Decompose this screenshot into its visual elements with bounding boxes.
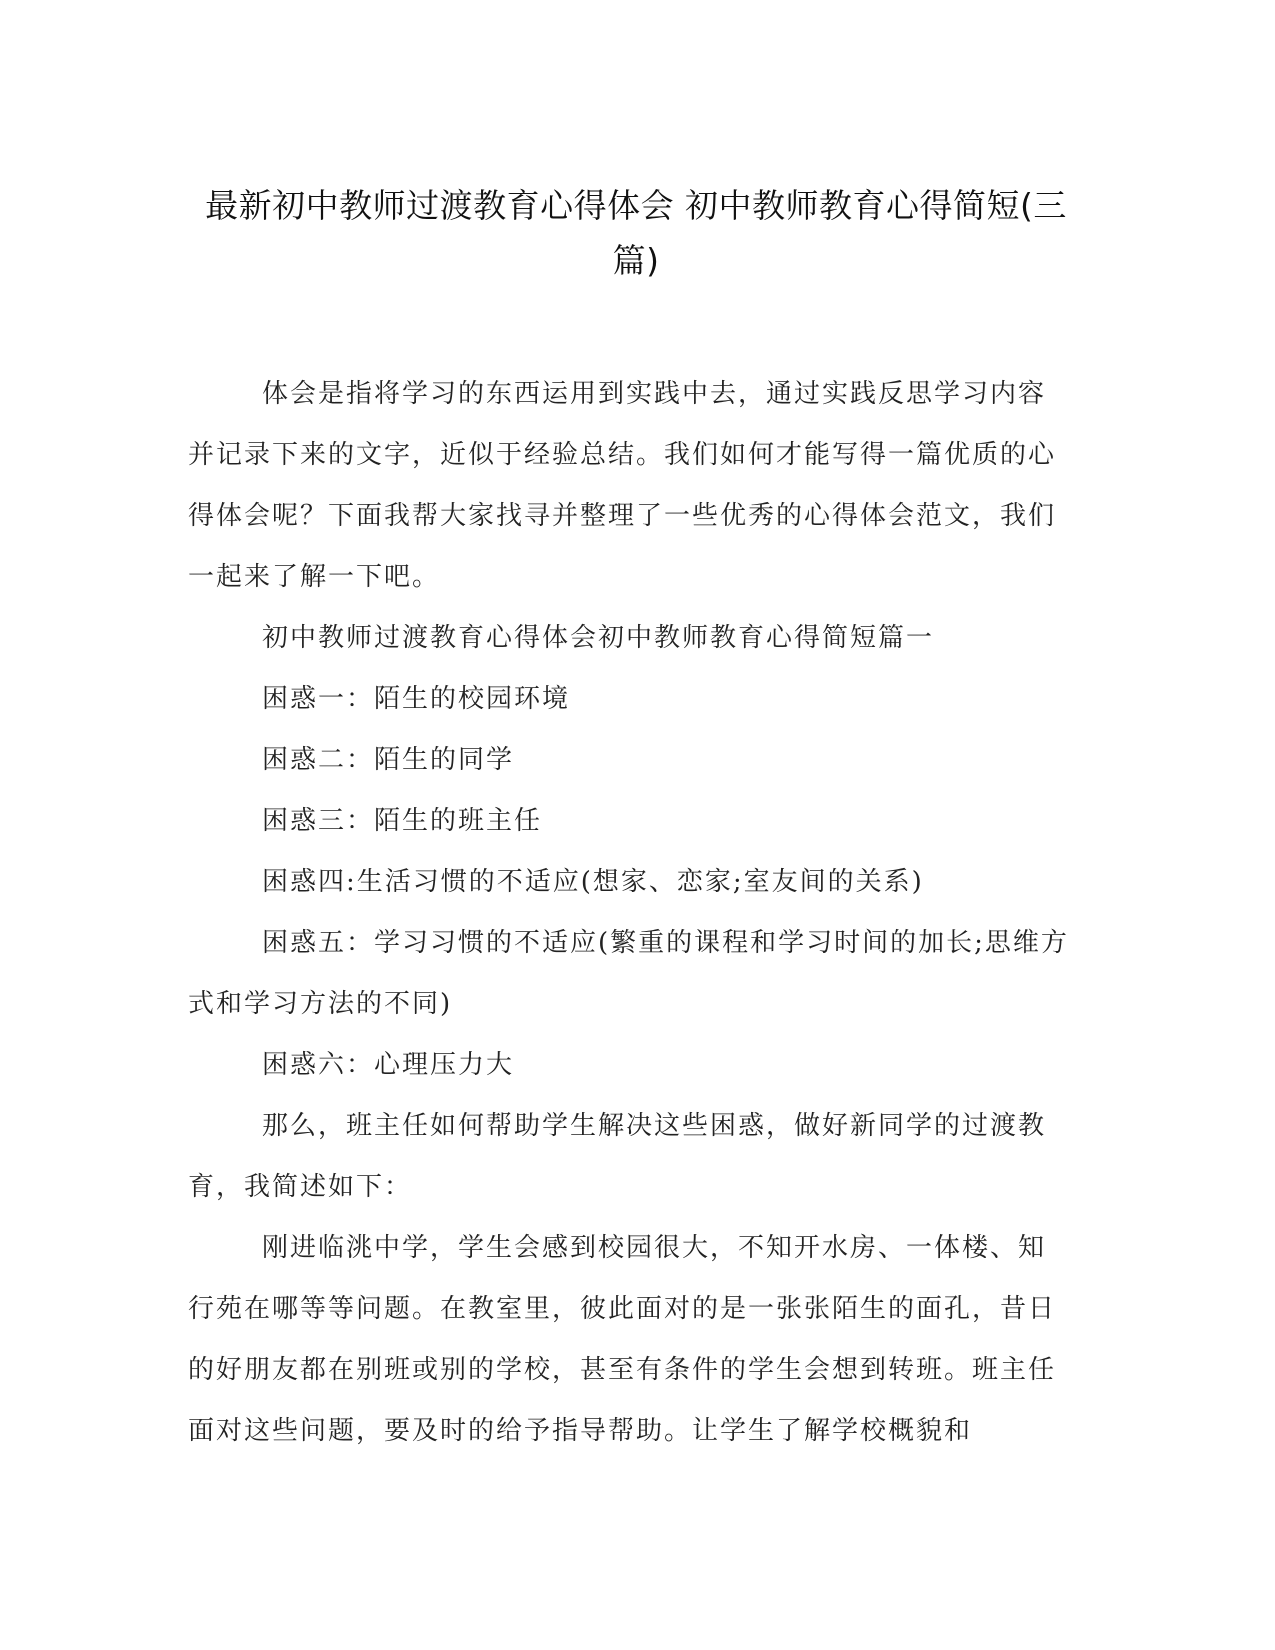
paragraph-intro: 体会是指将学习的东西运用到实践中去，通过实践反思学习内容并记录下来的文字，近似于经验总结。我们如何才能写得一篇优质的心得体会呢？下面我帮大家找寻并整理了一些优秀的心得体会范文，我们一起来了解一下吧。 xyxy=(188,379,1057,592)
list-item: 困惑四:生活习惯的不适应(想家、恋家;室友间的关系) xyxy=(262,867,924,897)
section-heading: 初中教师过渡教育心得体会初中教师教育心得简短篇一 xyxy=(262,623,935,653)
document-body xyxy=(188,364,1073,1462)
list-item: 困惑五：学习习惯的不适应(繁重的课程和学习时间的加长;思维方式和学习方法的不同) xyxy=(188,928,1069,1019)
paragraph: 那么，班主任如何帮助学生解决这些困惑，做好新同学的过渡教育，我简述如下： xyxy=(188,1111,1047,1202)
list-item: 困惑六：心理压力大 xyxy=(262,1050,515,1080)
paragraph: 刚进临洮中学，学生会感到校园很大，不知开水房、一体楼、知行苑在哪等等问题。在教室里，彼此面对的是一张张陌生的面孔，昔日的好朋友都在别班或别的学校，甚至有条件的学生会想到转班。班主任面对这些问题，要及时的给予指导帮助。让学生了解学校概貌和 xyxy=(188,1233,1057,1446)
list-item: 困惑三：陌生的班主任 xyxy=(262,806,543,836)
list-item: 困惑一：陌生的校园环境 xyxy=(262,684,571,714)
list-item: 困惑二：陌生的同学 xyxy=(262,745,515,775)
document-title: 最新初中教师过渡教育心得体会 初中教师教育心得简短(三篇) xyxy=(205,186,1067,280)
